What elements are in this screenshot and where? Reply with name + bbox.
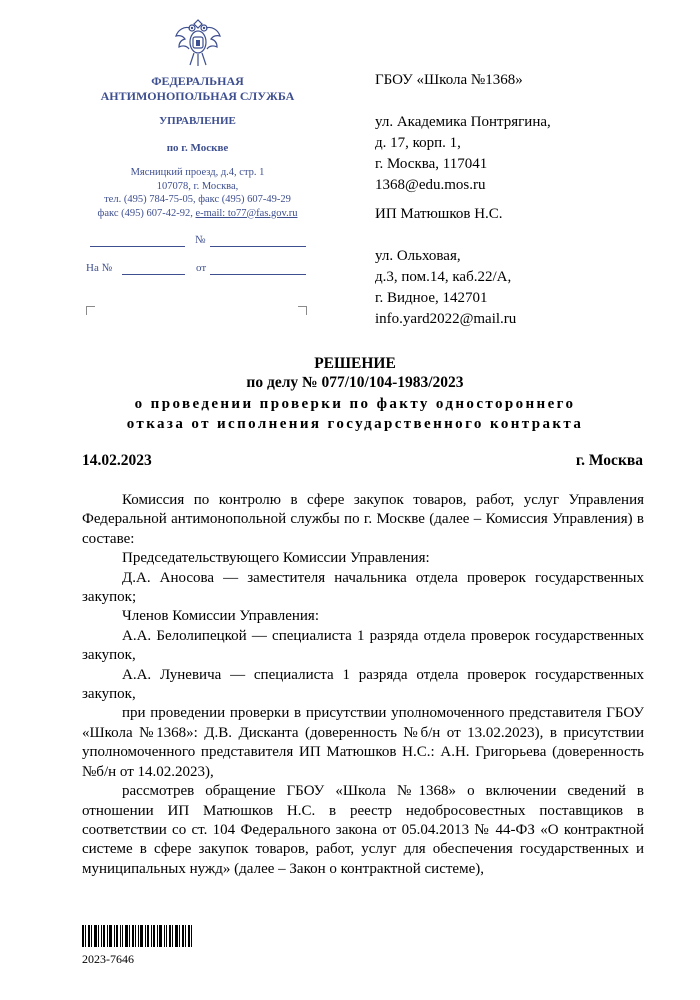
body-paragraph: Председательствующего Комиссии Управления: (122, 550, 430, 567)
decision-subject-line2: отказа от исполнения государственного контракта (126, 416, 584, 432)
recipient-line: д. 17, корп. 1, (375, 135, 461, 151)
case-number: по делу № 077/10/104-1983/2023 (246, 374, 464, 391)
address-line4 (60, 207, 335, 221)
department-name: УПРАВЛЕНИЕ (159, 115, 236, 127)
address-window-corner-right (298, 306, 307, 315)
recipient-email: 1368@edu.mos.ru (375, 177, 486, 193)
outgoing-number-sign: № (195, 234, 206, 246)
body-paragraph: А.А. Белолипецкой — специалиста 1 разряда отдела проверок государственных закупок, (82, 627, 644, 664)
barcode-icon (82, 925, 192, 947)
address-line2: 107078, г. Москва, (156, 180, 239, 192)
body-paragraph: рассмотрев обращение ГБОУ «Школа №1368» о включении сведений в отношении ИП Матюшков Н.С. в реестр недобросовестных поставщиков в соответствии со ст. 104 Федерального закона от 05.04.2013 № 44-ФЗ «О контрактной системе в сфере закупок товаров, работ, услуг для обеспечения государственных и муниципальных нужд» (далее – Закон о контрактной системе), (82, 783, 644, 877)
recipient-spacer (375, 91, 551, 112)
decision-title: РЕШЕНИЕ (314, 355, 396, 372)
body-paragraph: Комиссия по контролю в сфере закупок товаров, работ, услуг Управления Федеральной антимонопольной службы по г. Москве (далее – Комиссия Управления) в составе: (82, 492, 644, 547)
address-line3: тел. (495) 784-75-05, факс (495) 607-49-29 (104, 194, 291, 205)
body-paragraph: Членов Комиссии Управления: (122, 608, 319, 625)
agency-name (60, 74, 335, 104)
email-link[interactable]: e-mail: to77@fas.gov.ru (195, 207, 298, 219)
reply-number-line (122, 274, 185, 275)
outgoing-number-line (210, 246, 306, 247)
recipient-email: info.yard2022@mail.ru (375, 311, 517, 327)
decision-place: г. Москва (575, 452, 643, 469)
reply-number-label: На № (86, 262, 113, 274)
recipient-line: ГБОУ «Школа №1368» (375, 72, 523, 88)
body-paragraph: при проведении проверки в присутствии уполномоченного представителя ГБОУ «Школа №1368»: Д.В. Дисканта (доверенность №б/н от 13.02.2023), в присутствии уполномоченного представителя ИП Матюшков Н.С.: А.Н. Григорьева (доверенность №б/н от 14.02.2023), (82, 705, 644, 780)
recipient-line: д.3, пом.14, каб.22/А, (375, 269, 512, 285)
recipient-line: ул. Академика Понтрягина, (375, 114, 551, 130)
recipient-line: г. Москва, 117041 (375, 156, 488, 172)
reply-date-line (210, 274, 306, 275)
agency-name-line2: АНТИМОНОПОЛЬНАЯ СЛУЖБА (100, 89, 295, 103)
recipient-line: ИП Матюшков Н.С. (375, 206, 503, 222)
decision-subject-line1: о проведении проверки по факту одностороннего (134, 396, 576, 412)
department-city: по г. Москве (166, 142, 229, 154)
reply-date-label: от (196, 262, 207, 274)
address-window-corner-left (86, 306, 95, 315)
recipient-line: г. Видное, 142701 (375, 290, 488, 306)
decision-body (82, 491, 644, 879)
recipient-line: ул. Ольховая, (375, 248, 461, 264)
address-line1: Мясницкий проезд, д.4, стр. 1 (130, 167, 265, 178)
recipient-spacer (375, 225, 516, 246)
recipient-school (375, 70, 551, 196)
outgoing-date-line (90, 246, 185, 247)
decision-date: 14.02.2023 (82, 452, 152, 469)
fax-text: факс (495) 607-42-92, (97, 207, 196, 219)
agency-address (60, 166, 335, 220)
recipient-entrepreneur (375, 204, 516, 330)
coat-of-arms-icon (172, 14, 224, 70)
body-paragraph: А.А. Луневича — специалиста 1 разряда отдела проверок государственных закупок, (82, 666, 644, 703)
body-paragraph: Д.А. Аносова — заместителя начальника отдела проверок государственных закупок; (82, 569, 644, 606)
barcode-number: 2023-7646 (82, 952, 134, 966)
agency-name-line1: ФЕДЕРАЛЬНАЯ (151, 74, 244, 88)
